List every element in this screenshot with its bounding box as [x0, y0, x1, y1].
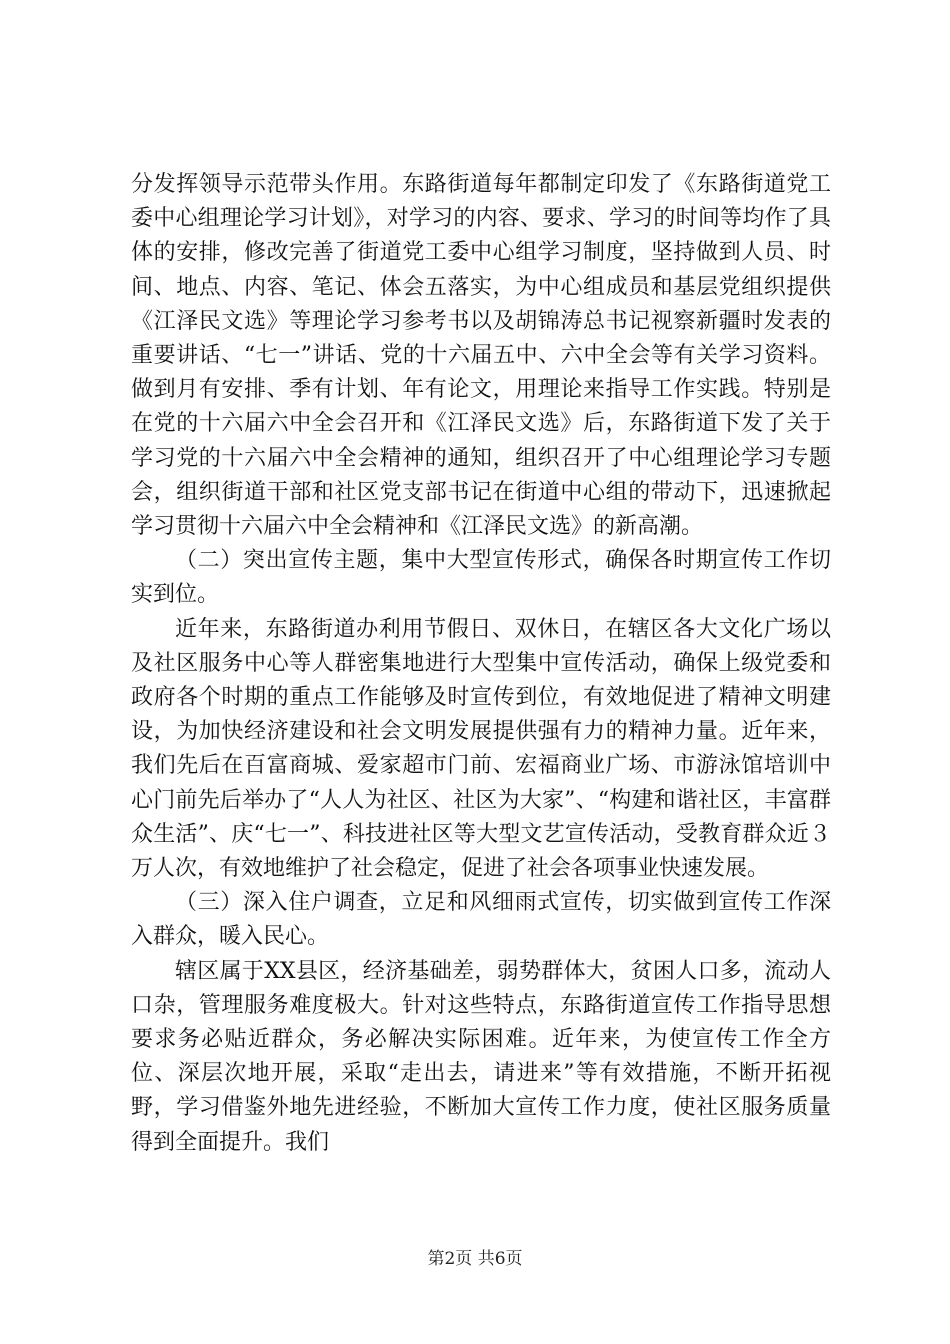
page-number-footer: 第2页 共6页 — [427, 1249, 523, 1269]
paragraph-continuation: 分发挥领导示范带头作用。东路街道每年都制定印发了《东路街道党工委中心组理论学习计划》，对学习的内容、要求、学习的时间等均作了具体的安排，修改完善了街道党工委中心组学习制度，坚持做到人员、时间、地点、内容、笔记、体会五落实，为中心组成员和基层党组织提供《江泽民文选》等理论学习参考书以及胡锦涛总书记视察新疆时发表的重要讲话、“七一”讲话、党的十六届五中、六中全会等有关学习资料。做到月有安排、季有计划、年有论文，用理论来指导工作实践。特别是在党的十六届六中全会召开和《江泽民文选》后，东路街道下发了关于学习党的十六届六中全会精神的通知，组织召开了中心组理论学习专题会，组织街道干部和社区党支部书记在街道中心组的带动下，迅速掀起学习贯彻十六届六中全会精神和《江泽民文选》的新高潮。 — [131, 172, 831, 540]
document-body — [131, 168, 831, 1160]
paragraph-campaigns: 近年来，东路街道办利用节假日、双休日，在辖区各大文化广场以及社区服务中心等人群密集地进行大型集中宣传活动，确保上级党委和政府各个时期的重点工作能够及时宣传到位，有效地促进了精神文明建设，为加快经济建设和社会文明发展提供强有力的精神力量。近年来，我们先后在百富商城、爱家超市门前、宏福商业广场、市游泳馆培训中心门前先后举办了“人人为社区、社区为大家”、“构建和谐社区，丰富群众生活”、庆“七一”、科技进社区等大型文艺宣传活动，受教育群众近３万人次，有效地维护了社会稳定，促进了社会各项事业快速发展。 — [131, 616, 831, 882]
paragraph-district: 辖区属于XX县区，经济基础差，弱势群体大，贫困人口多，流动人口杂，管理服务难度极大。针对这些特点，东路街道宣传工作指导思想要求务必贴近群众，务必解决实际困难。近年来，为使宣传工作全方位、深层次地开展，采取“走出去，请进来”等有效措施，不断开拓视野，学习借鉴外地先进经验，不断加大宣传工作力度，使社区服务质量得到全面提升。我们 — [131, 958, 831, 1155]
section-heading-3: （三）深入住户调查，立足和风细雨式宣传，切实做到宣传工作深入群众，暖入民心。 — [131, 890, 831, 950]
section-heading-2: （二）突出宣传主题，集中大型宣传形式，确保各时期宣传工作切实到位。 — [131, 548, 831, 608]
